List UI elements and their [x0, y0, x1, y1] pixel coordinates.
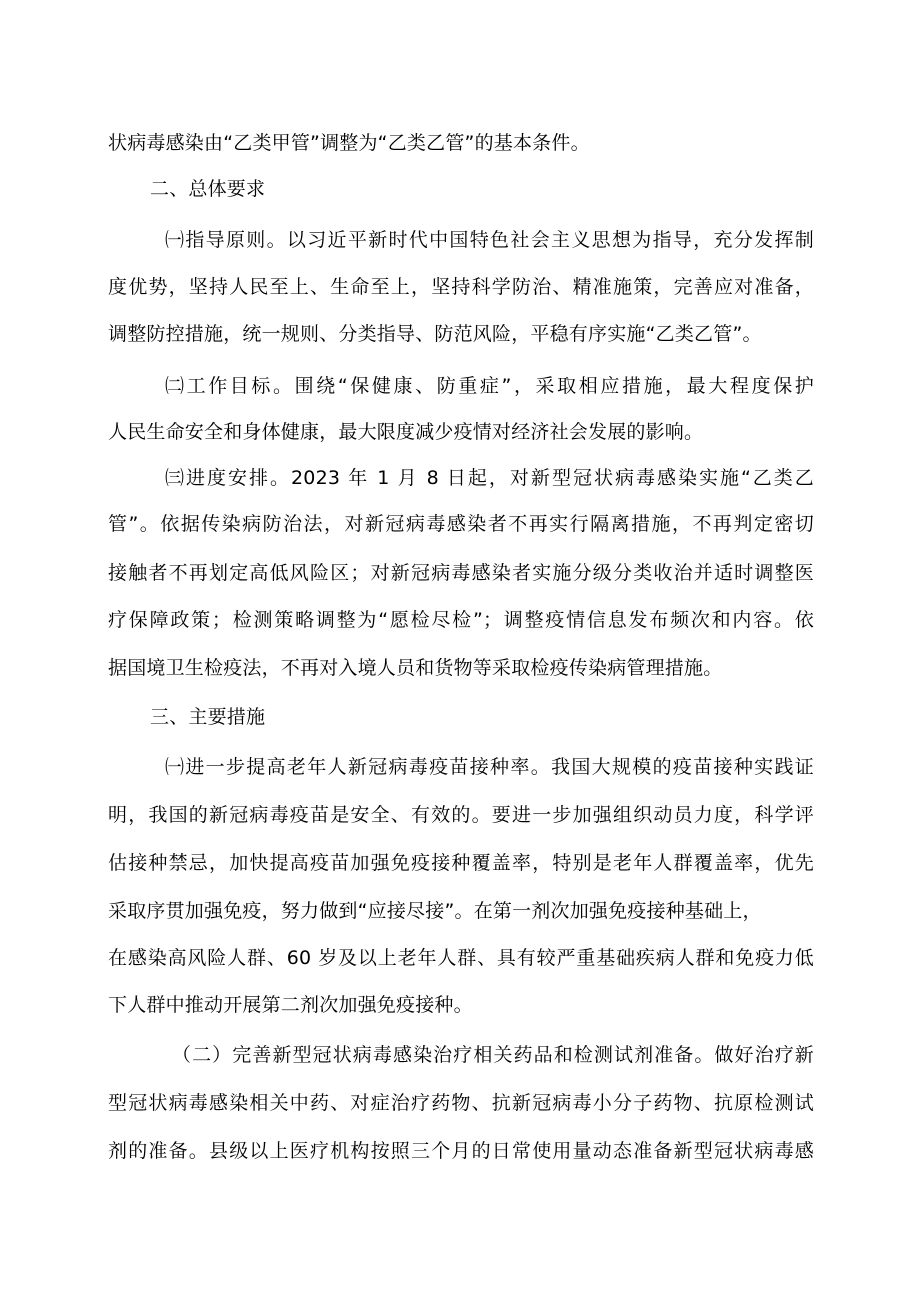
paragraph-line: 度优势，坚持人民至上、生命至上，坚持科学防治、精准施策，完善应对准备，: [108, 276, 814, 298]
section-heading: 三、主要措施: [150, 706, 266, 728]
paragraph-line: ㈡工作目标。围绕“保健康、防重症”，采取相应措施，最大程度保护: [165, 375, 814, 397]
paragraph-line: 在感染高风险人群、60 岁及以上老年人群、具有较严重基础疾病人群和免疫力低: [108, 947, 814, 969]
paragraph-line: ㈠指导原则。以习近平新时代中国特色社会主义思想为指导，充分发挥制: [165, 229, 814, 251]
paragraph-line: ㈠进一步提高老年人新冠病毒疫苗接种率。我国大规模的疫苗接种实践证: [165, 756, 814, 778]
paragraph-line: 管”。依据传染病防治法，对新冠病毒感染者不再实行隔离措施，不再判定密切: [108, 513, 814, 535]
paragraph-line: 下人群中推动开展第二剂次加强免疫接种。: [108, 994, 473, 1016]
paragraph-line: 采取序贯加强免疫，努力做到“应接尽接”。在第一剂次加强免疫接种基础上，: [108, 900, 762, 922]
paragraph-line: 明，我国的新冠病毒疫苗是安全、有效的。要进一步加强组织动员力度，科学评: [108, 804, 814, 826]
paragraph-line: ㈢进度安排。2023 年 1 月 8 日起，对新型冠状病毒感染实施“乙类乙: [165, 467, 814, 489]
section-heading: 二、总体要求: [150, 178, 266, 200]
paragraph-line: 人民生命安全和身体健康，最大限度减少疫情对经济社会发展的影响。: [108, 421, 704, 443]
paragraph-line: 型冠状病毒感染相关中药、对症治疗药物、抗新冠病毒小分子药物、抗原检测试: [108, 1092, 814, 1114]
paragraph-line: 调整防控措施，统一规则、分类指导、防范风险，平稳有序实施“乙类乙管”。: [108, 323, 762, 345]
paragraph-line: 状病毒感染由“乙类甲管”调整为“乙类乙管”的基本条件。: [108, 132, 590, 154]
paragraph-line: 疗保障政策；检测策略调整为“愿检尽检”；调整疫情信息发布频次和内容。依: [108, 609, 814, 631]
paragraph-line: 据国境卫生检疫法，不再对入境人员和货物等采取检疫传染病管理措施。: [108, 657, 723, 679]
paragraph-line: （二）完善新型冠状病毒感染治疗相关药品和检测试剂准备。做好治疗新: [172, 1044, 814, 1066]
paragraph-line: 接触者不再划定高低风险区；对新冠病毒感染者实施分级分类收治并适时调整医: [108, 562, 814, 584]
paragraph-line: 估接种禁忌，加快提高疫苗加强免疫接种覆盖率，特别是老年人群覆盖率，优先: [108, 852, 814, 874]
paragraph-line: 剂的准备。县级以上医疗机构按照三个月的日常使用量动态准备新型冠状病毒感: [108, 1140, 814, 1162]
